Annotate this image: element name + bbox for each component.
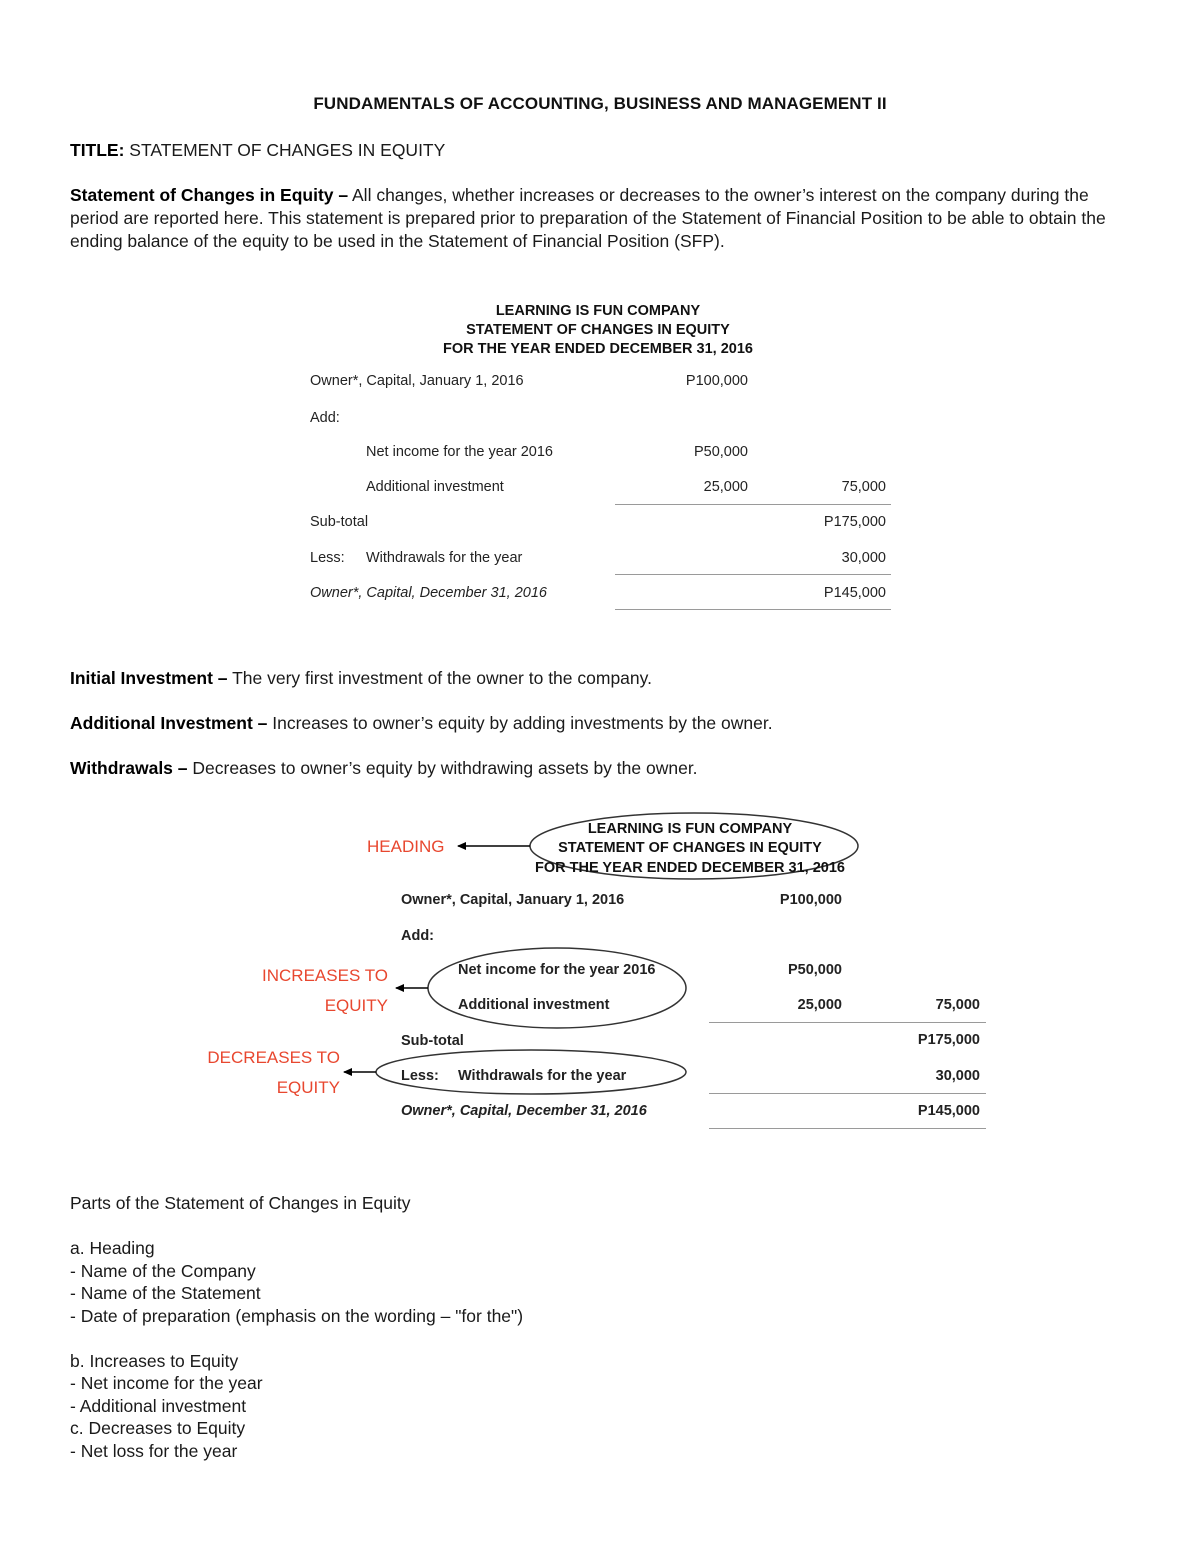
closing-amount: P145,000 [823, 585, 886, 601]
statement-period: FOR THE YEAR ENDED DECEMBER 31, 2016 [535, 860, 845, 876]
closing-label: Owner*, Capital, December 31, 2016 [310, 585, 547, 601]
increase-total-amount: 75,000 [935, 997, 980, 1013]
increases-annotation-line2: EQUITY [324, 996, 388, 1015]
closing-label: Owner*, Capital, December 31, 2016 [401, 1103, 647, 1119]
additional-investment-label: Additional investment [366, 479, 504, 495]
statement-company: LEARNING IS FUN COMPANY [495, 303, 701, 319]
opening-amount: P100,000 [779, 892, 842, 908]
definition-text: Increases to owner’s equity by adding investments by the owner. [267, 713, 773, 733]
subtotal-amount: P175,000 [917, 1032, 980, 1048]
closing-amount: P145,000 [917, 1103, 980, 1119]
definition-term: Additional Investment – [70, 713, 268, 733]
add-label: Add: [310, 410, 340, 426]
net-income-label: Net income for the year 2016 [458, 962, 656, 978]
less-label: Less: [310, 550, 345, 566]
less-label: Less: [401, 1068, 439, 1084]
parts-list-spacer [70, 1327, 523, 1350]
parts-list-item: - Net loss for the year [70, 1440, 238, 1461]
withdrawals-label: Withdrawals for the year [366, 550, 523, 566]
divider-line [709, 1022, 986, 1023]
additional-investment-amount: 25,000 [703, 479, 748, 495]
document-title: FUNDAMENTALS OF ACCOUNTING, BUSINESS AND MANAGEMENT II [313, 94, 887, 113]
increases-ellipse [428, 948, 686, 1028]
title-value: STATEMENT OF CHANGES IN EQUITY [124, 140, 446, 160]
statement-name: STATEMENT OF CHANGES IN EQUITY [466, 322, 730, 338]
parts-list-item: - Additional investment [70, 1395, 247, 1416]
subtotal-label: Sub-total [401, 1033, 464, 1049]
decreases-annotation-line1: DECREASES TO [207, 1048, 340, 1067]
divider-line [709, 1128, 986, 1129]
withdrawals-label: Withdrawals for the year [458, 1068, 627, 1084]
increases-annotation-line1: INCREASES TO [262, 966, 388, 985]
parts-list-item: - Name of the Company [70, 1260, 256, 1281]
subtotal-amount: P175,000 [823, 514, 886, 530]
additional-investment-amount: 25,000 [797, 997, 842, 1013]
withdrawals-amount: 30,000 [841, 550, 886, 566]
intro-text: All changes, whether increases or decreases to the owner’s interest on the company during the period are reported here. This statement is prepared prior to preparation of the Statement of Financial Position to be able to obtain the ending balance of the equity to be used in the Statement of Financial Position (SFP). [70, 185, 1106, 251]
parts-list-item: a. Heading [70, 1238, 155, 1258]
title-label: TITLE: [70, 140, 125, 160]
opening-label: Owner*, Capital, January 1, 2016 [401, 892, 625, 908]
subtotal-label: Sub-total [310, 514, 369, 530]
parts-list-item: b. Increases to Equity [70, 1350, 239, 1371]
increase-total-amount: 75,000 [841, 479, 886, 495]
additional-investment-label: Additional investment [458, 997, 610, 1013]
parts-list-item: - Net income for the year [70, 1373, 263, 1393]
heading-annotation: HEADING [367, 837, 445, 856]
parts-list-item: - Name of the Statement [70, 1283, 261, 1303]
statement-name: STATEMENT OF CHANGES IN EQUITY [558, 840, 822, 856]
statement-period: FOR THE YEAR ENDED DECEMBER 31, 2016 [443, 341, 753, 357]
statement-company: LEARNING IS FUN COMPANY [587, 821, 793, 837]
add-label: Add: [401, 928, 435, 944]
net-income-amount: P50,000 [693, 444, 748, 460]
opening-label: Owner*, Capital, January 1, 2016 [310, 373, 524, 389]
withdrawals-amount: 30,000 [935, 1068, 980, 1084]
intro-term: Statement of Changes in Equity – [70, 185, 349, 205]
opening-amount: P100,000 [685, 373, 748, 389]
definition-text: The very first investment of the owner to the company. [227, 668, 652, 688]
parts-list-item: - Date of preparation (emphasis on the wording – "for the") [70, 1305, 524, 1326]
definition-term: Withdrawals – [70, 758, 188, 778]
definition-term: Initial Investment – [70, 668, 228, 688]
divider-line [709, 1093, 986, 1094]
definition-text: Decreases to owner’s equity by withdrawing assets by the owner. [187, 758, 698, 778]
net-income-amount: P50,000 [787, 962, 842, 978]
parts-list-item: c. Decreases to Equity [70, 1418, 246, 1438]
parts-list [70, 1237, 523, 1462]
decreases-annotation-line2: EQUITY [276, 1078, 340, 1097]
parts-intro: Parts of the Statement of Changes in Equity [70, 1193, 411, 1213]
net-income-label: Net income for the year 2016 [366, 444, 553, 460]
